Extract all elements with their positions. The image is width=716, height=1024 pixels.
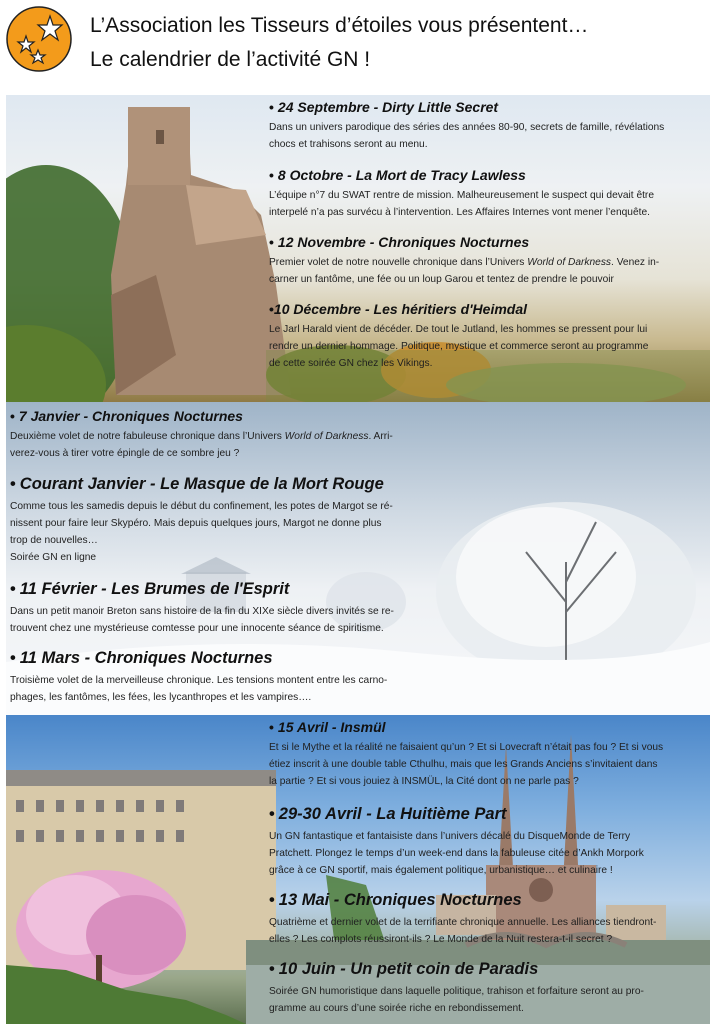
description-line: Deuxième volet de notre fabuleuse chronique dans l’Univers World of Darkness. Arri- xyxy=(10,431,393,442)
page-header xyxy=(0,0,716,95)
event-description xyxy=(269,914,709,948)
description-line: rendre un dernier hommage. Politique, mystique et commerce seront au programme xyxy=(269,341,649,352)
bullet: • xyxy=(10,475,16,493)
event-7-janvier xyxy=(10,408,460,462)
description-line: phages, les fantômes, les fées, les lycanthropes et les vampires…. xyxy=(10,692,312,703)
event-description xyxy=(269,739,709,790)
description-line: Troisième volet de la merveilleuse chronique. Les tensions montent entre les carno- xyxy=(10,675,388,686)
header-title-line-1: L’Association les Tisseurs d’étoiles vous présentent… xyxy=(90,14,589,37)
event-24-septembre xyxy=(269,99,709,153)
description-line: nissent pour faire leur Skypéro. Mais depuis quelques jours, Margot ne donne plus xyxy=(10,518,382,529)
bullet: • xyxy=(269,234,274,250)
event-12-novembre xyxy=(269,234,709,288)
winter-section xyxy=(6,402,710,715)
description-line: de cette soirée GN chez les Vikings. xyxy=(269,358,433,369)
event-title xyxy=(269,99,709,115)
event-description xyxy=(10,498,460,566)
description-line: Soirée GN humoristique dans laquelle politique, trahison et forfaiture seront au pro- xyxy=(269,986,644,997)
event-title xyxy=(10,408,460,424)
description-line: Et si le Mythe et la réalité ne faisaient qu’un ? Et si Lovecraft n’était pas fou ? Et si vous xyxy=(269,742,664,753)
description-line: Le Jarl Harald vient de décéder. De tout le Jutland, les hommes se pressent pour lui xyxy=(269,324,648,335)
event-title xyxy=(10,649,460,668)
description-line: grâce à ce GN sportif, mais également politique, urbanistique… et culinaire ! xyxy=(269,865,613,876)
event-13-mai xyxy=(269,891,709,948)
event-title-text: Courant Janvier - Le Masque de la Mort Rouge xyxy=(19,475,384,493)
description-line: chocs et trahisons seront au menu. xyxy=(269,139,428,150)
bullet: • xyxy=(10,408,15,424)
event-description xyxy=(10,672,460,706)
event-title-text: 10 Décembre - Les héritiers d'Heimdal xyxy=(273,301,528,317)
event-title-text: 7 Janvier - Chroniques Nocturnes xyxy=(18,408,243,424)
event-description xyxy=(269,254,709,288)
event-title xyxy=(269,891,709,910)
event-description xyxy=(269,321,709,372)
bullet: • xyxy=(269,167,274,183)
description-line: Dans un petit manoir Breton sans histoire de la fin du XIXe siècle divers invités se re- xyxy=(10,606,394,617)
bullet: • xyxy=(269,891,275,909)
description-line: Quatrième et dernier volet de la terrifiante chronique annuelle. Les alliances tiendront- xyxy=(269,917,657,928)
event-title-text: 11 Mars - Chroniques Nocturnes xyxy=(19,649,273,667)
description-line: interpelé n’a pas survécu à l’intervention. Les Affaires Internes vont mener l’enquête. xyxy=(269,207,650,218)
event-description xyxy=(10,428,460,462)
event-description xyxy=(269,119,709,153)
event-title-text: 24 Septembre - Dirty Little Secret xyxy=(277,99,499,115)
bullet: • xyxy=(269,960,275,978)
event-courant-janvier xyxy=(10,475,460,566)
event-10-juin xyxy=(269,960,709,1017)
header-title-line-2: Le calendrier de l’activité GN ! xyxy=(90,48,371,71)
event-title-text: 12 Novembre - Chroniques Nocturnes xyxy=(277,234,530,250)
association-star-logo xyxy=(6,6,72,72)
event-10-decembre xyxy=(269,301,709,372)
event-title-text: 15 Avril - Insmül xyxy=(277,719,386,735)
description-line: L’équipe n°7 du SWAT rentre de mission. Malheureusement le suspect qui devait être xyxy=(269,190,654,201)
description-line: étiez inscrit à une double table Cthulhu, mais que les Grands Anciens s’invitaient dans xyxy=(269,759,658,770)
event-title xyxy=(10,580,460,599)
event-description xyxy=(269,983,709,1017)
description-line: Dans un univers parodique des séries des années 80-90, secrets de famille, révélations xyxy=(269,122,665,133)
event-11-fevrier xyxy=(10,580,460,637)
event-title-text: 13 Mai - Chroniques Nocturnes xyxy=(278,891,522,909)
event-title xyxy=(269,960,709,979)
bullet: • xyxy=(269,99,274,115)
event-title-text: 29-30 Avril - La Huitième Part xyxy=(278,805,507,823)
description-line: verez-vous à tirer votre épingle de ce sombre jeu ? xyxy=(10,448,240,459)
description-line: carner un fantôme, une fée ou un loup Garou et tentez de prendre le pouvoir xyxy=(269,274,614,285)
bullet: • xyxy=(269,805,275,823)
description-line: Premier volet de notre nouvelle chronique dans l’Univers World of Darkness. Venez in- xyxy=(269,257,660,268)
bullet: • xyxy=(10,580,16,598)
spring-section xyxy=(6,715,710,1024)
event-title xyxy=(10,475,460,494)
description-line: Soirée GN en ligne xyxy=(10,552,97,563)
bullet: • xyxy=(269,301,274,317)
event-29-30-avril xyxy=(269,805,709,879)
autumn-section xyxy=(6,95,710,402)
event-title xyxy=(269,301,709,317)
description-line: gramme au cours d’une soirée riche en rebondissement. xyxy=(269,1003,524,1014)
event-title xyxy=(269,719,709,735)
description-line: Pratchett. Plongez le temps d’un week-end dans la fabuleuse citée d’Ankh Morpork xyxy=(269,848,644,859)
event-title-text: 10 Juin - Un petit coin de Paradis xyxy=(278,960,539,978)
bullet: • xyxy=(10,649,16,667)
description-line: Un GN fantastique et fantaisiste dans l’univers décalé du DisqueMonde de Terry xyxy=(269,831,631,842)
event-title xyxy=(269,234,709,250)
description-line: trouvent chez une mystérieuse comtesse pour une innocente séance de spiritisme. xyxy=(10,623,384,634)
event-15-avril xyxy=(269,719,709,790)
description-line: trop de nouvelles… xyxy=(10,535,98,546)
event-description xyxy=(10,603,460,637)
event-title xyxy=(269,167,709,183)
event-11-mars xyxy=(10,649,460,706)
bullet: • xyxy=(269,719,274,735)
event-8-octobre xyxy=(269,167,709,221)
event-title-text: 11 Février - Les Brumes de l'Esprit xyxy=(19,580,290,598)
event-description xyxy=(269,187,709,221)
description-line: elles ? Les complots réussiront-ils ? Le Monde de la Nuit restera-t-il secret ? xyxy=(269,934,613,945)
description-line: Comme tous les samedis depuis le début du confinement, les potes de Margot se ré- xyxy=(10,501,393,512)
description-line: la partie ? Et si vous jouiez à INSMÜL, la Cité dont on ne parle pas ? xyxy=(269,776,579,787)
event-title xyxy=(269,805,709,824)
event-title-text: 8 Octobre - La Mort de Tracy Lawless xyxy=(277,167,526,183)
event-description xyxy=(269,828,709,879)
